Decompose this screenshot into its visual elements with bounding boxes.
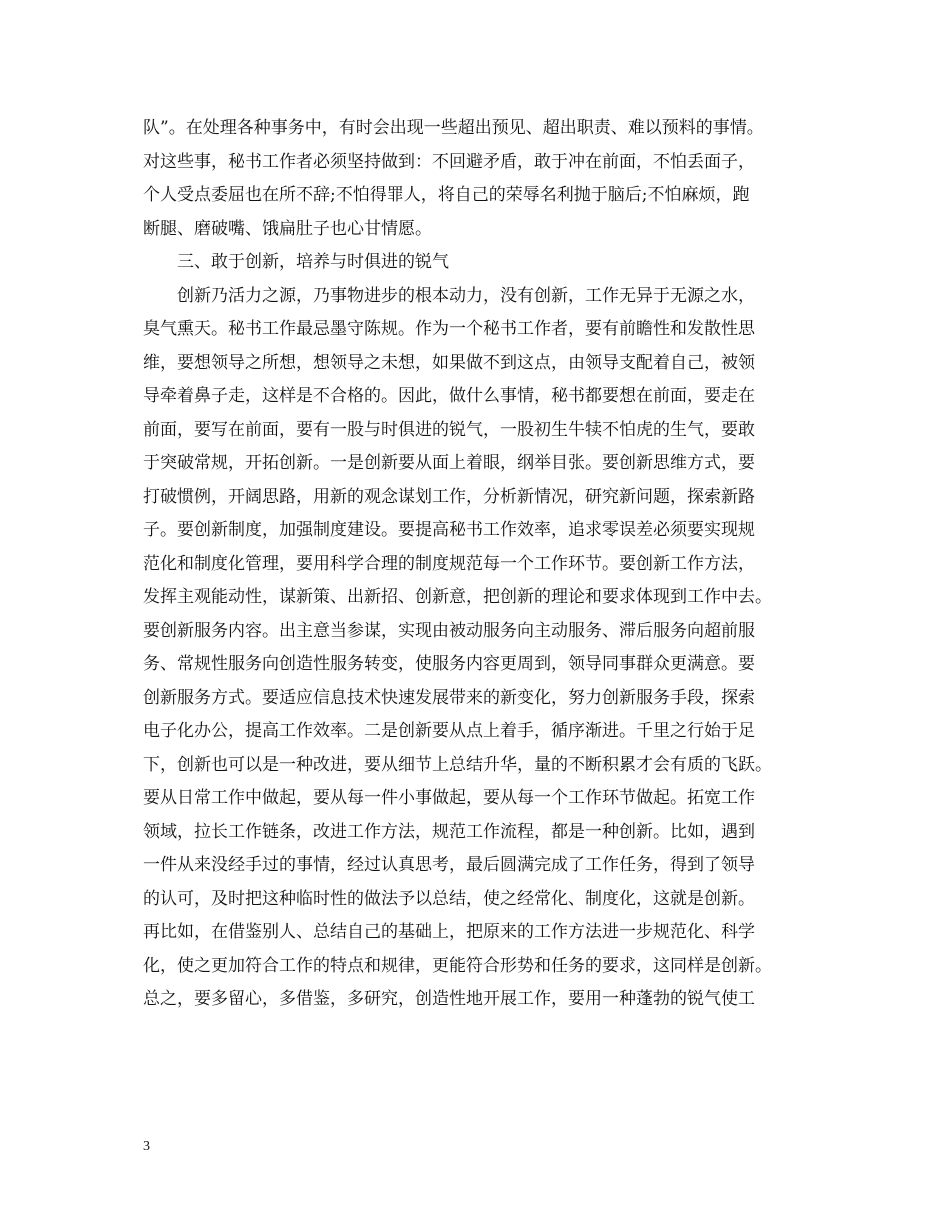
text-line: 断腿、磨破嘴、饿扁肚子也心甘情愿。 [143,218,432,239]
text-line: 队”。在处理各种事务中，有时会出现一些超出预见、超出职责、难以预料的事情。 [143,118,764,138]
text-line: 于突破常规，开拓创新。一是创新要从面上着眼，纲举目张。要创新思维方式，要 [143,453,755,473]
text-line: 的认可，及时把这种临时性的做法予以总结，使之经常化、制度化，这就是创新。 [143,888,755,909]
text-line: 导牵着鼻子走，这样是不合格的。因此，做什么事情，秘书都要想在前面，要走在 [143,386,755,406]
text-line: 电子化办公，提高工作效率。二是创新要从点上着手，循序渐进。千里之行始于足 [143,721,755,741]
text-line: 再比如，在借鉴别人、总结自己的基础上，把原来的工作方法进一步规范化、科学 [143,922,755,942]
text-line: 对这些事，秘书工作者必须坚持做到：不回避矛盾，敢于冲在前面，不怕丢面子， [143,151,755,172]
text-line: 务、常规性服务向创造性服务转变，使服务内容更周到，领导同事群众更满意。要 [143,654,755,674]
page-number: 3 [143,1139,150,1154]
text-line: 领域，拉长工作链条，改进工作方法，规范工作流程，都是一种创新。比如，遇到 [143,821,755,842]
body-text [143,112,843,1017]
text-line: 前面，要写在前面，要有一股与时俱进的锐气，一股初生牛犊不怕虎的生气，要敢 [143,419,755,440]
text-line: 个人受点委屈也在所不辞;不怕得罪人，将自己的荣辱名利抛于脑后;不怕麻烦，跑 [143,185,750,205]
text-line: 子。要创新制度，加强制度建设。要提高秘书工作效率，追求零误差必须要实现规 [143,520,755,540]
text-line: 下，创新也可以是一种改进，要从细节上总结升华，量的不断积累才会有质的飞跃。 [143,754,772,775]
text-line: 发挥主观能动性，谋新策、出新招、创新意，把创新的理论和要求体现到工作中去。 [143,587,772,607]
text-line: 一件从来没经手过的事情，经过认真思考，最后圆满完成了工作任务，得到了领导 [143,855,755,875]
text-line: 要从日常工作中做起，要从每一件小事做起，要从每一个工作环节做起。拓宽工作 [143,788,755,808]
text-line: 维，要想领导之所想，想领导之未想，如果做不到这点，由领导支配着自己，被领 [143,352,755,373]
text-line: 化，使之更加符合工作的特点和规律，更能符合形势和任务的要求，这同样是创新。 [143,955,772,976]
text-line: 创新乃活力之源，乃事物进步的根本动力，没有创新，工作无异于无源之水， [143,285,755,306]
text-line: 范化和制度化管理，要用科学合理的制度规范每一个工作环节。要创新工作方法， [143,553,755,574]
section-heading: 三、敢于创新，培养与时俱进的锐气 [143,252,449,272]
text-line: 创新服务方式。要适应信息技术快速发展带来的新变化，努力创新服务手段，探索 [143,687,755,708]
text-line: 打破惯例，开阔思路，用新的观念谋划工作，分析新情况，研究新问题，探索新路 [143,486,755,507]
text-line: 要创新服务内容。出主意当参谋，实现由被动服务向主动服务、滞后服务向超前服 [143,620,755,641]
text-line: 臭气熏天。秘书工作最忌墨守陈规。作为一个秘书工作者，要有前瞻性和发散性思 [143,319,755,339]
text-line: 总之，要多留心，多借鉴，多研究，创造性地开展工作，要用一种蓬勃的锐气使工 [143,989,755,1009]
